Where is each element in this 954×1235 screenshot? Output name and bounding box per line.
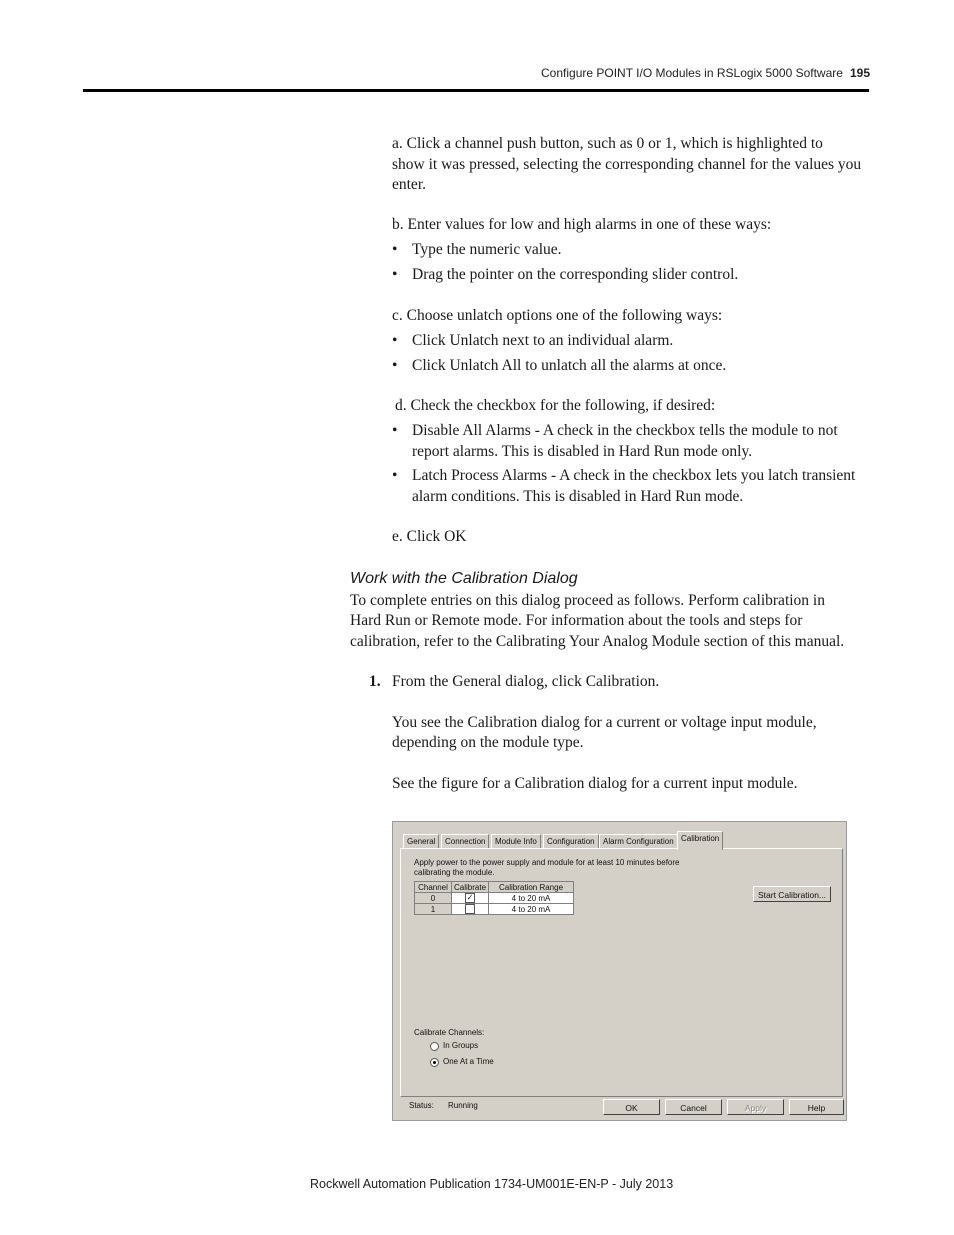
ok-button[interactable]: OK [603, 1099, 660, 1115]
tab-configuration[interactable]: Configuration [543, 834, 599, 849]
intro-line-1: To complete entries on this dialog proceed as follows. Perform calibration in [350, 592, 825, 609]
header-rule [83, 89, 869, 92]
channel-table [414, 881, 574, 915]
calibration-dialog [392, 821, 847, 1121]
in-groups-radio[interactable] [430, 1042, 439, 1051]
calibration-panel [400, 848, 843, 1097]
header-calibration-range: Calibration Range [489, 882, 574, 893]
step-c-bullet-text: Click Unlatch next to an individual alarm. [412, 332, 674, 349]
calibrate-cell [452, 893, 489, 904]
range-cell: 4 to 20 mA [489, 893, 574, 904]
one-at-a-time-label: One At a Time [443, 1057, 494, 1066]
table-row [415, 904, 574, 915]
status-value: Running [448, 1101, 478, 1110]
range-cell: 4 to 20 mA [489, 904, 574, 915]
one-at-a-time-radio[interactable] [430, 1058, 439, 1067]
page-number: 195 [850, 66, 871, 80]
step-b-bullet-text: Drag the pointer on the corresponding slider control. [412, 266, 739, 283]
start-calibration-button[interactable]: Start Calibration... [753, 886, 831, 902]
status-label: Status: [409, 1101, 434, 1110]
step-d-bullet-line-1: Latch Process Alarms - A check in the checkbox lets you latch transient [412, 467, 856, 484]
step-c: c. Choose unlatch options one of the following ways: [392, 307, 723, 324]
publication-footer: Rockwell Automation Publication 1734-UM001E-EN-P - July 2013 [310, 1177, 674, 1191]
channel-cell: 0 [415, 893, 452, 904]
header-channel: Channel [415, 882, 452, 893]
calibrate-checkbox[interactable] [465, 904, 475, 914]
intro-line-3: calibration, refer to the Calibrating Your Analog Module section of this manual. [350, 633, 845, 650]
tab-connection[interactable]: Connection [441, 834, 489, 849]
instruction-line-1: Apply power to the power supply and module for at least 10 minutes before [414, 858, 680, 867]
step-b: b. Enter values for low and high alarms in one of these ways: [392, 216, 772, 233]
table-header-row [415, 882, 574, 893]
section-heading: Work with the Calibration Dialog [350, 570, 578, 587]
calibrate-channels-label: Calibrate Channels: [414, 1028, 485, 1037]
step-1-para3: See the figure for a Calibration dialog for a current input module. [392, 775, 798, 792]
step-c-bullet-text: Click Unlatch All to unlatch all the alarms at once. [412, 357, 727, 374]
apply-button[interactable]: Apply [727, 1099, 784, 1115]
tab-general[interactable]: General [403, 834, 439, 849]
step-d-bullet-line-2: alarm conditions. This is disabled in Hard Run mode. [412, 487, 744, 505]
tab-calibration[interactable]: Calibration [677, 831, 723, 850]
step-d-bullet-line-1: Disable All Alarms - A check in the checkbox tells the module to not [412, 422, 838, 439]
help-button[interactable]: Help [789, 1099, 844, 1115]
table-row [415, 893, 574, 904]
step-a-line-2: show it was pressed, selecting the corresponding channel for the values you [392, 156, 862, 173]
step-1-para2-line-2: depending on the module type. [392, 734, 584, 751]
step-d: d. Check the checkbox for the following, if desired: [395, 397, 716, 414]
step-a-line-1: a. Click a channel push button, such as 0 or 1, which is highlighted to [392, 135, 823, 152]
in-groups-label: In Groups [443, 1041, 479, 1050]
calibrate-checkbox[interactable]: ✓ [466, 893, 474, 902]
cancel-button[interactable]: Cancel [665, 1099, 722, 1115]
step-a-line-3: enter. [392, 176, 426, 193]
step-b-bullet-text: Type the numeric value. [412, 241, 562, 258]
header-calibrate: Calibrate [452, 882, 489, 893]
instruction-line-2: calibrating the module. [414, 868, 495, 877]
step-1-number: 1. [369, 673, 381, 690]
step-1-text: From the General dialog, click Calibration. [392, 673, 660, 690]
running-header-title: Configure POINT I/O Modules in RSLogix 5000 Software [541, 66, 843, 80]
step-1-para2-line-1: You see the Calibration dialog for a current or voltage input module, [392, 714, 817, 731]
intro-line-2: Hard Run or Remote mode. For information about the tools and steps for [350, 612, 803, 629]
channel-cell: 1 [415, 904, 452, 915]
step-d-bullet-line-2: report alarms. This is disabled in Hard Run mode only. [412, 442, 753, 460]
calibrate-cell [452, 904, 489, 915]
tab-module-info[interactable]: Module Info [491, 834, 541, 849]
tab-alarm-configuration[interactable]: Alarm Configuration [599, 834, 678, 849]
step-e: e. Click OK [392, 528, 467, 545]
